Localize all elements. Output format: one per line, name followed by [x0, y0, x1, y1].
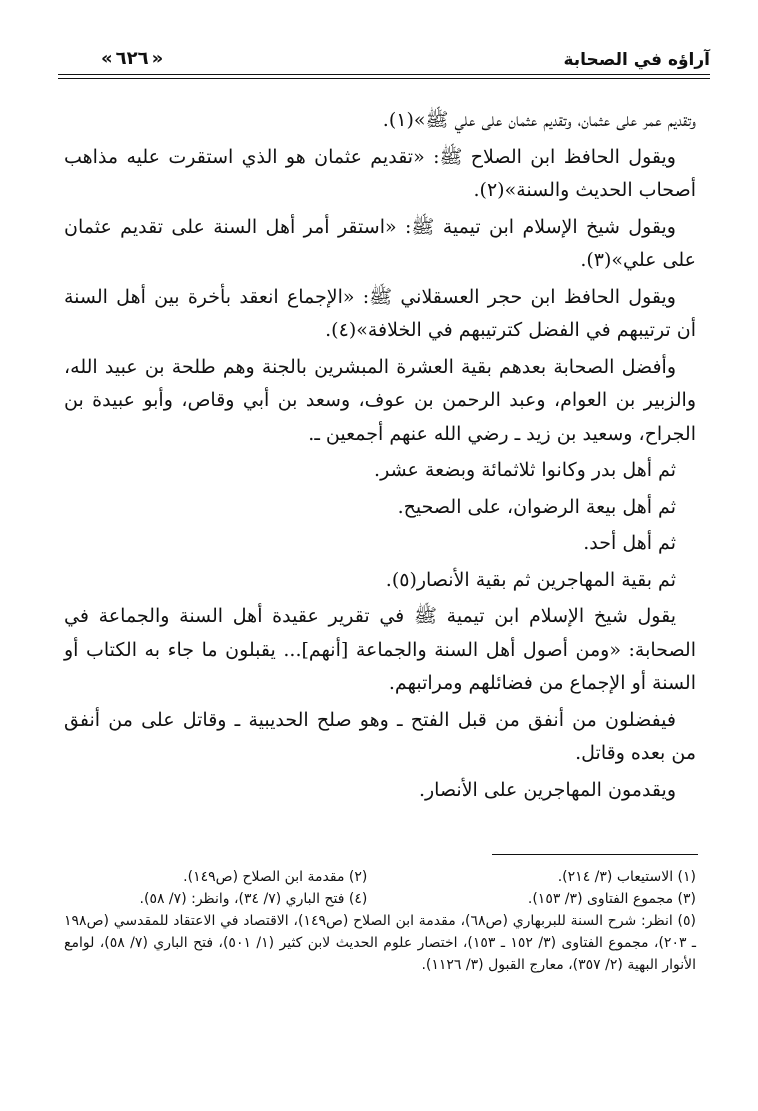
footnote-5: (٥) انظر: شرح السنة للبربهاري (ص٦٨)، مقدمة ابن الصلاح (ص١٤٩)، الاقتصاد في الاعتقاد للمقدسي (ص١٩٨ ـ ٢٠٣)، مجموع الفتاوى (٣/ ١٥٢ ـ ١٥٣)، اختصار علوم الحديث لابن كثير (١/ ٥٠١)، فتح الباري (٧/ ٥٨)، لوامع الأنوار البهية (٢/ ٣٥٧)، معارج القبول (٣/ ١١٢٦). — [64, 913, 696, 973]
paragraph: ويقول شيخ الإسلام ابن تيمية ﷺ: «استقر أمر أهل السنة على تقديم عثمان على علي»(٣). — [64, 215, 696, 271]
footnotes — [64, 866, 696, 976]
paragraph: يقول شيخ الإسلام ابن تيمية ﷺ في تقرير عقيدة أهل السنة والجماعة في الصحابة: «ومن أصول أهل السنة والجماعة [أنهم]... يقبلون ما جاء به الكتاب أو السنة أو الإجماع من فضائلهم ومراتبهم. — [64, 605, 696, 694]
paragraph: وأفضل الصحابة بعدهم بقية العشرة المبشرين بالجنة وهم طلحة بن عبيد الله، والزبير بن العوام، وعبد الرحمن بن عوف، وسعد بن أبي وقاص، وأبو عبيدة بن الجراح، وسعيد بن زيد ـ رضي الله عنهم أجمعين ـ. — [64, 355, 696, 445]
paragraph: ثم أهل أحد. — [583, 532, 676, 554]
running-title: آراؤه في الصحابة — [563, 50, 710, 70]
paragraph: ثم بقية المهاجرين ثم بقية الأنصار(٥). — [385, 568, 676, 591]
footnote-row — [64, 888, 696, 910]
footnote-1: (١) الاستيعاب (٣/ ٢١٤). — [557, 869, 696, 885]
body-text — [64, 104, 696, 810]
paragraph: ويقول الحافظ ابن حجر العسقلاني ﷺ: «الإجماع انعقد بأخرة بين أهل السنة أن ترتيبهم في الفضل كترتيبهم في الخلافة»(٤). — [64, 285, 696, 341]
page-number: « ٦٢٦ » — [88, 48, 176, 69]
footnote-row — [64, 866, 696, 888]
paragraph: ثم أهل بيعة الرضوان، على الصحيح. — [397, 495, 676, 518]
page-header — [58, 48, 710, 92]
paragraph: ويقول الحافظ ابن الصلاح ﷺ: «تقديم عثمان هو الذي استقرت عليه مذاهب أصحاب الحديث والسنة»(٢). — [64, 145, 696, 201]
footnote-2: (٢) مقدمة ابن الصلاح (ص١٤٩). — [183, 869, 368, 885]
footnote-separator — [492, 854, 698, 855]
paragraph: ويقدمون المهاجرين على الأنصار. — [418, 778, 676, 801]
paragraph: وتقديم عمر على عثمان، وتقديم عثمان على علي ﷺ»(١). — [382, 109, 696, 131]
header-rule — [58, 74, 710, 75]
footnote-4: (٤) فتح الباري (٧/ ٣٤)، وانظر: (٧/ ٥٨). — [139, 891, 368, 907]
footnote-3: (٣) مجموع الفتاوى (٣/ ١٥٣). — [527, 891, 696, 907]
paragraph: ثم أهل بدر وكانوا ثلاثمائة وبضعة عشر. — [374, 459, 676, 481]
paragraph: فيفضلون من أنفق من قبل الفتح ـ وهو صلح الحديبية ـ وقاتل على من أنفق من بعده وقاتل. — [64, 708, 696, 764]
header-rule-thin — [58, 78, 710, 79]
